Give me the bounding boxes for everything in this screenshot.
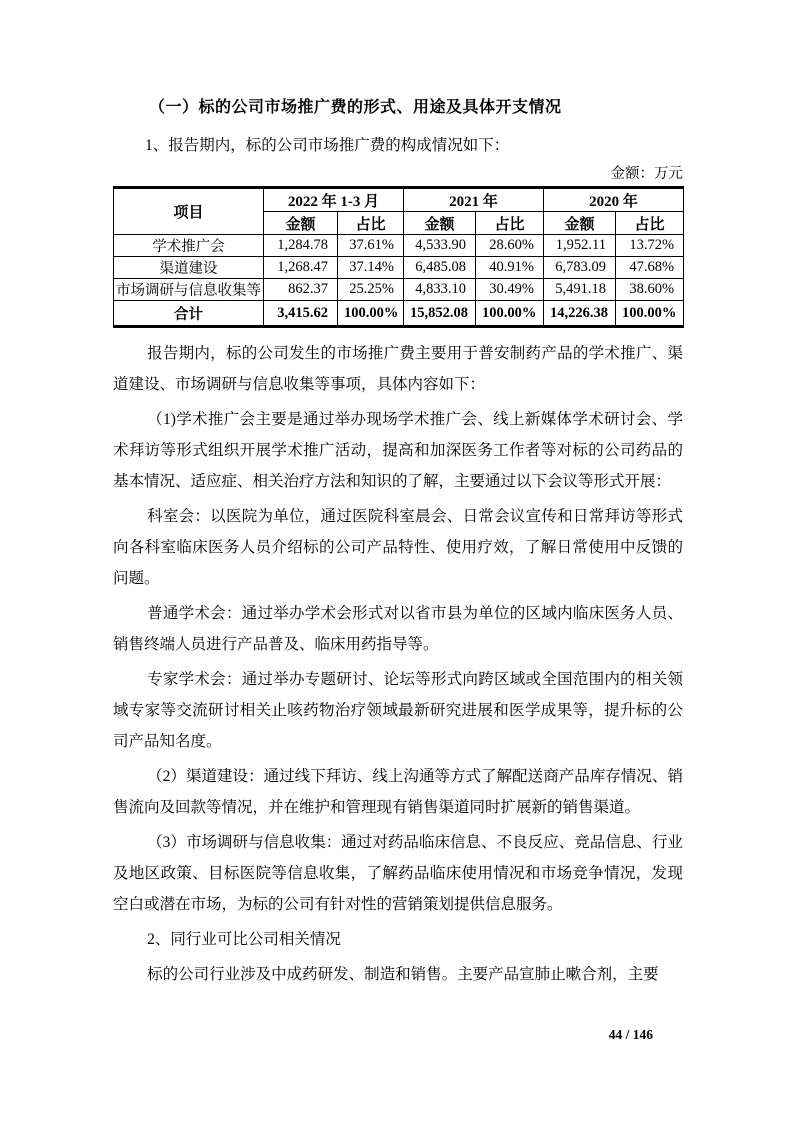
- col-header-ratio-2021: 占比: [476, 212, 544, 235]
- unit-note: 金额：万元: [610, 166, 683, 182]
- page-number: 44 / 146: [608, 1027, 653, 1042]
- col-header-ratio-2020: 占比: [616, 212, 684, 235]
- value-cell: 4,533.90: [404, 235, 476, 257]
- table-row: [114, 279, 684, 301]
- body-paragraph: （3）市场调研与信息收集：通过对药品临床信息、不良反应、竞品信息、行业及地区政策、目标医院等信息收集，了解药品临床使用情况和市场竞争情况，发现空白或潜在市场，为标的公司有针对性的营销策划提供信息服务。: [113, 834, 683, 913]
- value-cell: 4,833.10: [404, 279, 476, 301]
- table-header-period-row: [114, 188, 684, 212]
- value-cell: 37.61%: [338, 235, 404, 257]
- total-value-cell: 100.00%: [338, 301, 404, 327]
- value-cell: 38.60%: [616, 279, 684, 301]
- section-heading: （一）标的公司市场推广费的形式、用途及具体开支情况: [149, 99, 562, 116]
- total-label-cell: 合计: [114, 301, 264, 327]
- value-cell: 28.60%: [476, 235, 544, 257]
- intro-line: 1、报告期内，标的公司市场推广费的构成情况如下：: [145, 137, 510, 154]
- body-paragraph: 普通学术会：通过举办学术会形式对以省市县为单位的区域内临床医务人员、销售终端人员进行产品普及、临床用药指导等。: [113, 605, 683, 653]
- value-cell: 30.49%: [476, 279, 544, 301]
- item-cell: 市场调研与信息收集等: [114, 279, 264, 301]
- body-text: [113, 338, 683, 990]
- value-cell: 1,284.78: [264, 235, 338, 257]
- total-value-cell: 100.00%: [616, 301, 684, 327]
- value-cell: 13.72%: [616, 235, 684, 257]
- col-header-ratio-2022: 占比: [338, 212, 404, 235]
- value-cell: 6,485.08: [404, 257, 476, 279]
- table-total-row: [114, 301, 684, 327]
- col-header-period-2020: 2020 年: [544, 188, 684, 212]
- body-paragraph: 报告期内，标的公司发生的市场推广费主要用于普安制药产品的学术推广、渠道建设、市场调研与信息收集等事项，具体内容如下：: [113, 345, 683, 393]
- subsection-heading: 2、同行业可比公司相关情况: [147, 931, 341, 948]
- item-cell: 学术推广会: [114, 235, 264, 257]
- value-cell: 25.25%: [338, 279, 404, 301]
- value-cell: 1,268.47: [264, 257, 338, 279]
- col-header-period-2021: 2021 年: [404, 188, 544, 212]
- item-cell: 渠道建设: [114, 257, 264, 279]
- body-paragraph: 专家学术会：通过举办专题研讨、论坛等形式向跨区域或全国范围内的相关领域专家等交流研讨相关止咳药物治疗领域最新研究进展和医学成果等，提升标的公司产品知名度。: [113, 671, 683, 750]
- col-header-amount-2022: 金额: [264, 212, 338, 235]
- value-cell: 37.14%: [338, 257, 404, 279]
- value-cell: 862.37: [264, 279, 338, 301]
- total-value-cell: 3,415.62: [264, 301, 338, 327]
- value-cell: 6,783.09: [544, 257, 616, 279]
- col-header-amount-2020: 金额: [544, 212, 616, 235]
- total-value-cell: 100.00%: [476, 301, 544, 327]
- value-cell: 40.91%: [476, 257, 544, 279]
- value-cell: 47.68%: [616, 257, 684, 279]
- col-header-item: 项目: [114, 188, 264, 235]
- total-value-cell: 15,852.08: [404, 301, 476, 327]
- col-header-amount-2021: 金额: [404, 212, 476, 235]
- expense-table: [113, 186, 684, 328]
- total-value-cell: 14,226.38: [544, 301, 616, 327]
- body-paragraph: 标的公司行业涉及中成药研发、制造和销售。主要产品宣肺止嗽合剂，主要: [147, 966, 659, 983]
- value-cell: 1,952.11: [544, 235, 616, 257]
- col-header-period-2022: 2022 年 1-3 月: [264, 188, 404, 212]
- body-paragraph: （2）渠道建设：通过线下拜访、线上沟通等方式了解配送商产品库存情况、销售流向及回款等情况，并在维护和管理现有销售渠道同时扩展新的销售渠道。: [113, 768, 683, 816]
- table-row: [114, 235, 684, 257]
- table-row: [114, 257, 684, 279]
- value-cell: 5,491.18: [544, 279, 616, 301]
- page-content: [113, 0, 683, 994]
- body-paragraph: （1)学术推广会主要是通过举办现场学术推广会、线上新媒体学术研讨会、学术拜访等形式组织开展学术推广活动，提高和加深医务工作者等对标的公司药品的基本情况、适应症、相关治疗方法和知识的了解，主要通过以下会议等形式开展：: [113, 411, 683, 490]
- body-paragraph: 科室会：以医院为单位，通过医院科室晨会、日常会议宣传和日常拜访等形式向各科室临床医务人员介绍标的公司产品特性、使用疗效，了解日常使用中反馈的问题。: [113, 508, 683, 587]
